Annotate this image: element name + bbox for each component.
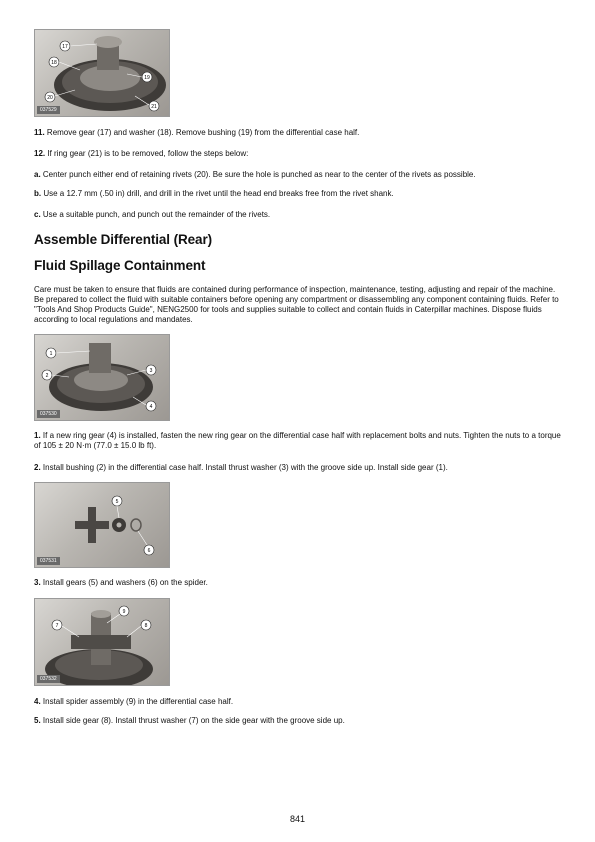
figure-id: 037532 <box>37 675 60 683</box>
callout-9: 9 <box>122 609 126 615</box>
step-c: c. Use a suitable punch, and punch out the remainder of the rivets. <box>34 210 271 219</box>
callout-4: 4 <box>149 404 153 410</box>
figure-037529 <box>34 29 170 117</box>
step-11: 11. Remove gear (17) and washer (18). Remove bushing (19) from the differential case half. <box>34 128 360 137</box>
ring-gear-photo-image <box>35 335 169 420</box>
figure-037532 <box>34 598 170 686</box>
spider-assembly-photo-image <box>35 599 169 685</box>
figure-037530 <box>34 334 170 421</box>
figure-id: 037530 <box>37 410 60 418</box>
heading-fluid-spillage: Fluid Spillage Containment <box>34 258 206 273</box>
figure-037531 <box>34 482 170 568</box>
step-1: 1. If a new ring gear (4) is installed, fasten the new ring gear on the differential case half with replacement bolts and nuts. Tighten the nuts to a torque of 105 ± 20 N·m (77.0 ± 15.0 lb ft). <box>34 431 561 450</box>
step-12: 12. If ring gear (21) is to be removed, follow the steps below: <box>34 149 249 158</box>
spillage-paragraph: Care must be taken to ensure that fluids are contained during performance of inspection, maintenance, testing, adjusting and repair of the machine. Be prepared to collect the fluid with suitable containers before opening any compartment or disassembling any component containing fluids. Refer to "Tools And Shop Products Guide", NENG2500 for tools and supplies suitable to collect and contain fluids in Caterpillar machines. Dispose fluids according to local regulations and mandates. <box>34 285 559 324</box>
step-a: a. Center punch either end of retaining rivets (20). Be sure the hole is punched as near to the center of the rivets as possible. <box>34 170 476 179</box>
callout-17: 17 <box>62 44 68 50</box>
callout-3: 3 <box>149 368 153 374</box>
callout-20: 20 <box>47 95 53 101</box>
step-b: b. Use a 12.7 mm (.50 in) drill, and drill in the rivet until the head end breaks free from the rivet shank. <box>34 189 394 198</box>
figure-id: 037529 <box>37 106 60 114</box>
callout-1: 1 <box>49 351 53 357</box>
callout-7: 7 <box>55 623 59 629</box>
callout-6: 6 <box>147 548 151 554</box>
heading-assemble-differential: Assemble Differential (Rear) <box>34 232 213 247</box>
spider-gears-photo-image <box>35 483 169 567</box>
step-5: 5. Install side gear (8). Install thrust washer (7) on the side gear with the groove side up. <box>34 716 345 725</box>
callout-8: 8 <box>144 623 148 629</box>
figure-id: 037531 <box>37 557 60 565</box>
callout-19: 19 <box>144 75 150 81</box>
page-number: 841 <box>289 814 306 824</box>
callout-18: 18 <box>51 60 57 66</box>
callout-5: 5 <box>115 499 119 505</box>
gear-photo-image <box>35 30 169 116</box>
step-4: 4. Install spider assembly (9) in the differential case half. <box>34 697 234 706</box>
callout-21: 21 <box>151 104 157 110</box>
step-3: 3. Install gears (5) and washers (6) on the spider. <box>34 578 208 587</box>
callout-2: 2 <box>45 373 49 379</box>
step-2: 2. Install bushing (2) in the differential case half. Install thrust washer (3) with the groove side up. Install side gear (1). <box>34 463 448 472</box>
